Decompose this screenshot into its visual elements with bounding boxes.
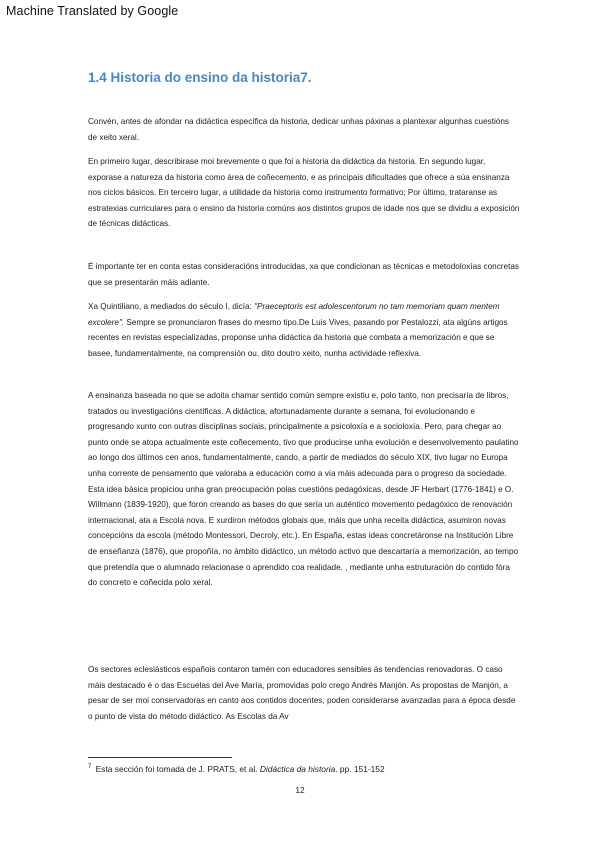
paragraph-intro: Convén, antes de afondar na didáctica específica da historia, dedicar unhas páxinas a plantexar algunhas cuestións de xeito xeral.	[88, 117, 510, 142]
quintiliano-rest-text: Sempre se pronunciaron frases do mesmo tipo.De Luis Vives, pasando por Pestalozzi, ata algúns artigos recentes en revistas especializadas, proponse unha didáctica da historia que combata a memorización e que se basee, fundamentalmente, na comprensión ou, dito doutro xeito, nunha actividade reflexiva.	[88, 317, 508, 358]
machine-translation-banner: Machine Translated by Google	[6, 4, 179, 18]
footnote-separator	[88, 757, 232, 758]
quintiliano-intro-text: Xa Quintiliano, a mediados do século I, dicía:	[88, 302, 255, 311]
paragraph-quintiliano	[88, 299, 520, 361]
footnote	[88, 764, 385, 774]
paragraph-ecclesiastical: Os sectores eclesiásticos españois contaron tamén con educadores sensibles ás tendencias renovadoras. O caso máis destacado é o das Escuelas del Ave María, promovidas polo crego Andrés Manjón. As propostas de Manjón, a pesar de ser moi conservadoras en canto aos contidos docentes, poden considerarse avanzadas para a época desde o punto de vista do método didáctico. As Escolas da Av	[88, 665, 516, 721]
footnote-book-title: Didáctica da historia	[259, 764, 336, 774]
footnote-text: Esta sección foi tomada de J. PRATS, et al.	[93, 764, 260, 774]
footnote-pages: . pp. 151-152	[335, 764, 385, 774]
paragraph-considerations: É importante ter en conta estas consideracións introducidas, xa que condicionan as técnicas e metodoloxías concretas que se presentarán máis adiante.	[88, 262, 519, 287]
paragraph-history-evolution: A ensinanza baseada no que se adoita chamar sentido común sempre existiu e, polo tanto, non precisaría de libros, tratados ou investigacións científicas. A didáctica, afortunadamente durante a semana, foi evolucionando e progresando xunto con outras disciplinas sociais, principalmente a psicoloxía e a socioloxía. Pero, para chegar ao punto onde se atopa actualmente este coñecemento, tivo que producirse unha evolución e desenvolvemento paulatino ao longo dos últimos cen anos, fundamentalmente, cando, a partir de mediados do século XIX, tivo lugar no Europa unha corrente de pensamento que valoraba a educación como a vía máis adecuada para o progreso da sociedade. Esta idea básica propiciou unha gran preocupación polas cuestións pedagóxicas, desde JF Herbart (1776-1841) e O. Willmann (1839-1920), que foron creando as bases do que sería un auténtico movemento pedagóxico de renovación internacional, ata a Escola nova. E xurdiron métodos globais que, máis que unha receita didáctica, asumiron novas concepcións da escola (método Montessori, Decroly, etc.). En España, estas ideas concretáronse na Institución Libre de enseñanza (1876), que propoñía, no ámbito didáctico, un método activo que descartaría a memorización, ao tempo que pretendía que o alumnado relacionase o aprendido coa realidade. , mediante unha estruturación do contido fóra do concreto e coñecida polo xeral.	[88, 391, 519, 588]
latin-quote: "Praeceptoris est adolescentorum no tam memoriam quam mentem excolere".	[88, 302, 500, 327]
section-title: 1.4 Historia do ensino da historia7.	[88, 70, 312, 85]
footnote-number: 7	[88, 764, 92, 771]
page-number: 12	[295, 785, 305, 795]
paragraph-outline: En primeiro lugar, describirase moi brevemente o que foi a historia da didáctica da historia. En segundo lugar, exporase a natureza da historia como área de coñecemento, e as principais dificultades que ofrece a súa ensinanza nos ciclos básicos. En terceiro lugar, a utilidade da historia como instrumento formativo; Por último, trataranse as estratexias curriculares para o ensino da historia comúns aos distintos grupos de idade nos que se dividiu a exposición de técnicas didácticas.	[88, 157, 520, 229]
